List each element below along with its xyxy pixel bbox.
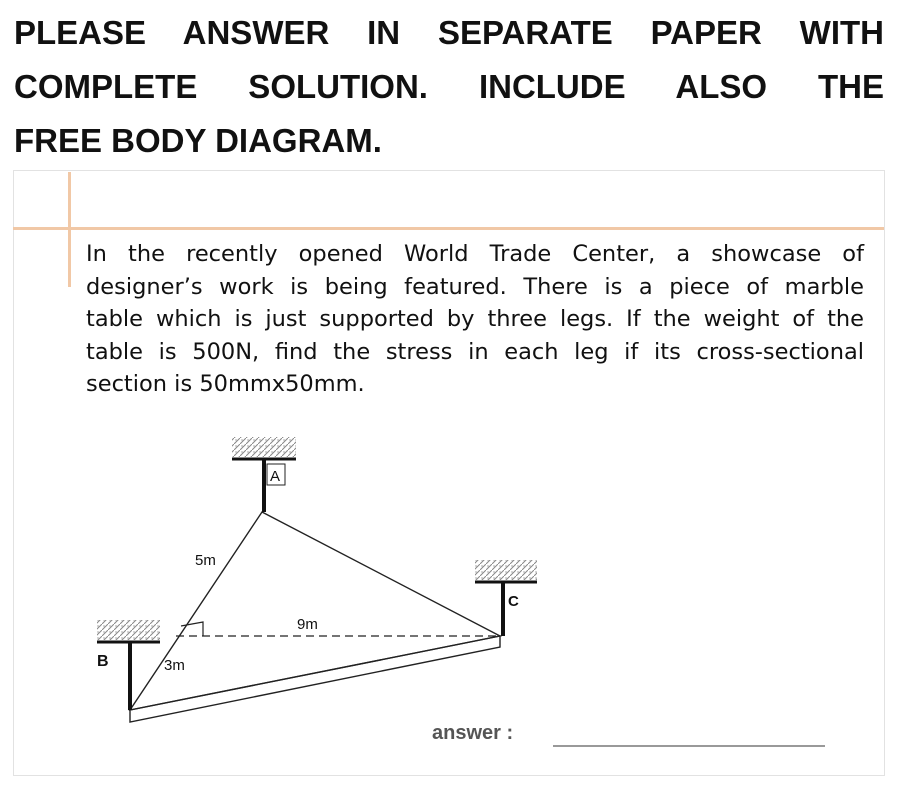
instruction-line-2: COMPLETE SOLUTION. INCLUDE ALSO THE	[14, 68, 884, 105]
problem-line-1: In the recently opened World Trade Center, a showcase of	[86, 241, 864, 267]
instruction-line-1: PLEASE ANSWER IN SEPARATE PAPER WITH	[14, 14, 884, 51]
leg-a-label: A	[270, 468, 281, 485]
support-b-hatch	[97, 620, 160, 640]
table-top	[130, 512, 500, 710]
table-edge	[130, 636, 500, 722]
dimension-b-to-c-label: 9m	[297, 616, 318, 633]
instruction-line-3: FREE BODY DIAGRAM.	[14, 122, 382, 159]
answer-blank-line	[553, 745, 825, 747]
dimension-ab-label: 5m	[195, 552, 216, 569]
support-c-hatch	[475, 560, 537, 580]
leg-c-label: C	[508, 593, 519, 610]
problem-line-2: designer’s work is being featured. There is a piece of marble	[86, 273, 864, 300]
problem-line-5: section is 50mmx50mm.	[86, 371, 365, 397]
answer-label: answer :	[432, 722, 514, 744]
leg-b-label: B	[97, 653, 109, 670]
problem-line-3: table which is just supported by three legs. If the weight of the	[86, 306, 864, 332]
dimension-b-perp-label: 3m	[164, 657, 185, 674]
support-a-hatch	[232, 437, 296, 457]
problem-line-4: table is 500N, find the stress in each leg if its cross-sectional	[86, 338, 864, 365]
